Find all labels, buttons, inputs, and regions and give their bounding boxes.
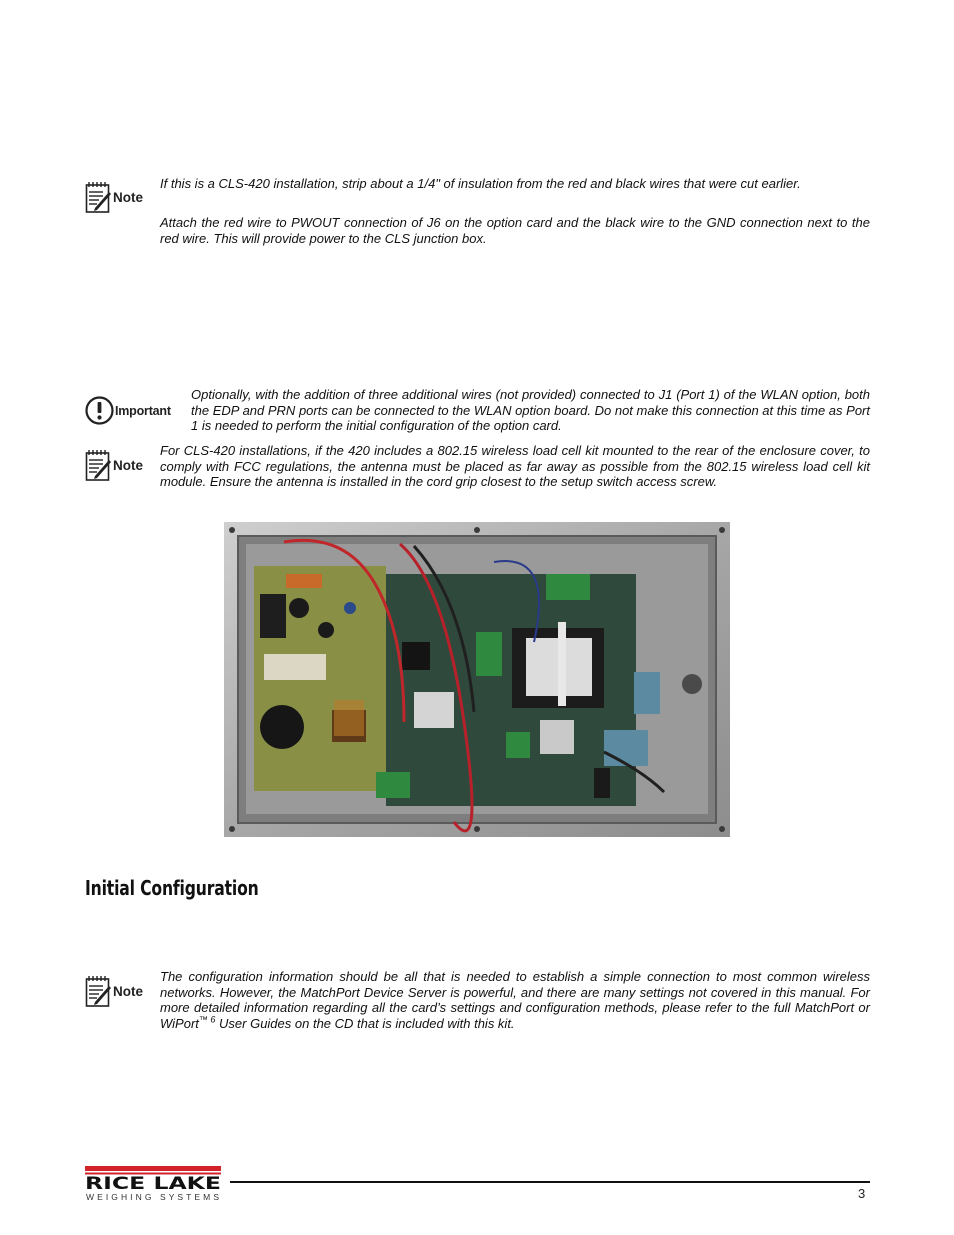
note-label: Note [113,190,143,205]
note-icon-3 [85,449,143,482]
footer-rule [230,1181,870,1183]
note-label: Note [113,984,143,999]
note-3-paragraph: For CLS-420 installations, if the 420 includes a 802.15 wireless load cell kit mounted to the rear of the enclosure cover, to comply with FCC regulations, the antenna must be placed as far away as possible from the 802.15 wireless load cell kit module. Ensure the antenna is installed in the cord grip closest to the setup switch access screw. [160,443,870,489]
logo-tagline: WEIGHING SYSTEMS [86,1192,219,1202]
exclamation-circle-icon [85,396,114,425]
note-4-text-end: User Guides on the CD that is included with this kit. [215,1015,515,1031]
important-label: Important [115,403,171,418]
page-number: 3 [858,1186,866,1201]
note-1-paragraph-1: If this is a CLS-420 installation, strip about a 1/4" of insulation from the red and black wires that were cut earlier. [160,176,801,191]
trademark-footnote: ™ 6 [198,1014,216,1025]
note-pad-icon [85,975,112,1008]
note-icon-4 [85,975,143,1008]
note-4-text-start: The configuration information should be all that is needed to establish a simple connection to most common wireless networks. However, the MatchPort Device Server is powerful, and there are many settings not covered in this manual. For more detailed information regarding all the card’s settings and configuration methods, please refer to the full MatchPort or WiPort [160,969,870,1031]
note-icon-1 [85,181,143,214]
option-card-photo [224,522,730,837]
note-4-paragraph [160,969,870,1031]
important-paragraph: Optionally, with the addition of three additional wires (not provided) connected to J1 (Port 1) of the WLAN option, both the EDP and PRN ports can be connected to the WLAN option board. Do not make this connection at this time as Port 1 is needed to perform the initial configuration of the option card. [191,387,870,433]
rice-lake-logo [85,1166,225,1202]
important-icon-block [85,396,171,425]
section-heading-initial-configuration: Initial Configuration [85,876,259,900]
note-1-paragraph-2: Attach the red wire to PWOUT connection of J6 on the option card and the black wire to the GND connection next to the red wire. This will provide power to the CLS junction box. [160,215,870,246]
note-pad-icon [85,181,112,214]
note-label: Note [113,458,143,473]
logo-wordmark: RICE LAKE [85,1174,221,1194]
note-pad-icon [85,449,112,482]
